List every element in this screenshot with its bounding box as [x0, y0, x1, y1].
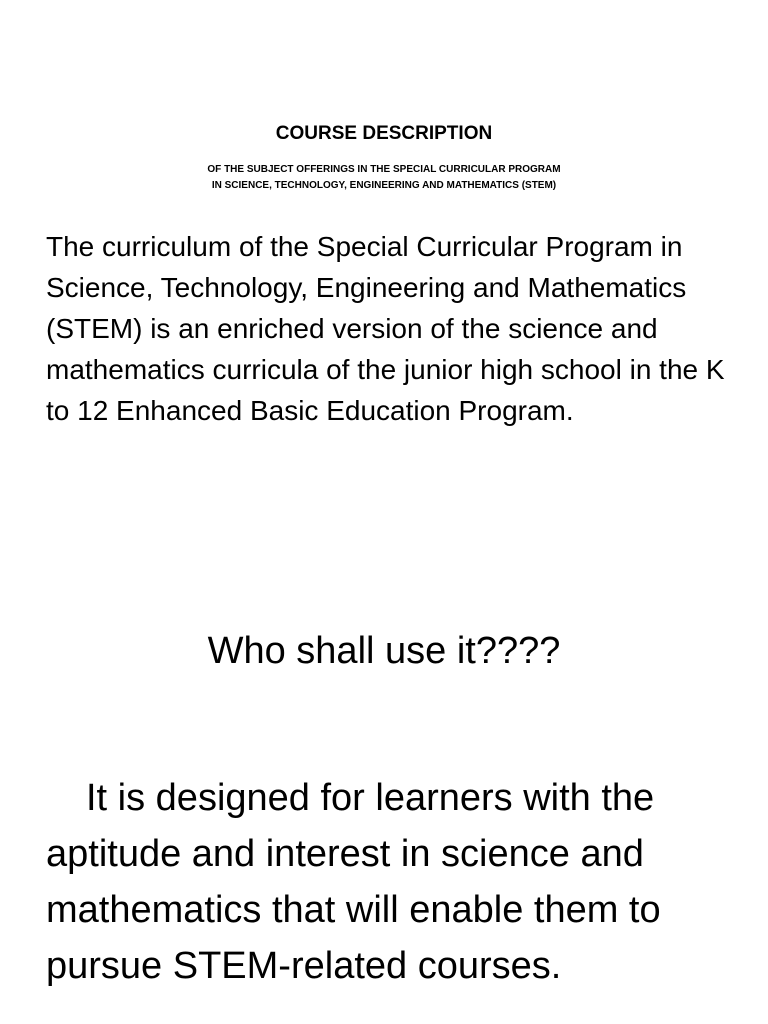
- curriculum-description-paragraph: The curriculum of the Special Curricular Program in Science, Technology, Engineering and Mathematics (STEM) is an enriched version of the science and mathematics curricula of the junior high school in the K to 12 Enhanced Basic Education Program.: [46, 231, 725, 426]
- target-learners-paragraph: It is designed for learners with the aptitude and interest in science and mathematics that will enable them to pursue STEM-related courses.: [46, 777, 661, 987]
- subtitle-line-1: OF THE SUBJECT OFFERINGS IN THE SPECIAL CURRICULAR PROGRAM: [207, 164, 561, 175]
- who-shall-use-heading: Who shall use it????: [207, 630, 561, 672]
- document-subtitle: [0, 162, 768, 194]
- subtitle-line-2: IN SCIENCE, TECHNOLOGY, ENGINEERING AND MATHEMATICS (STEM): [211, 180, 557, 191]
- document-title: COURSE DESCRIPTION: [275, 123, 493, 144]
